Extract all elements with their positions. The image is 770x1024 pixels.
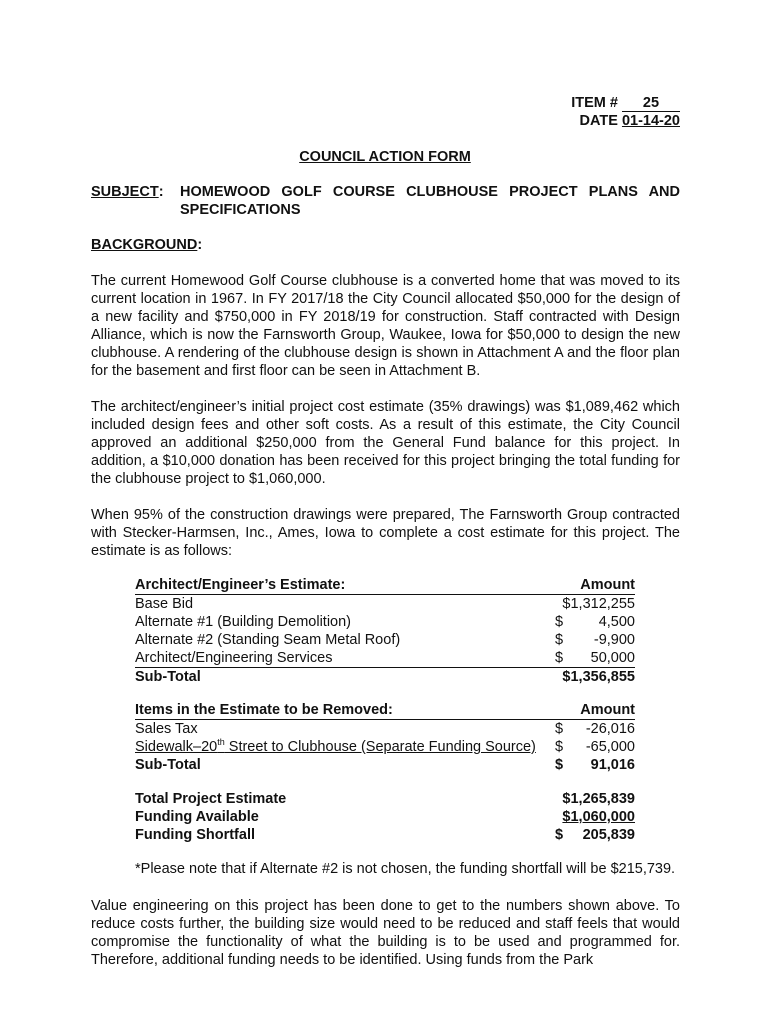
date-label: DATE [579, 113, 618, 129]
dollar-sign: $ [555, 650, 564, 666]
dollar-sign: $ [555, 739, 564, 755]
row-label: Base Bid [135, 596, 194, 612]
background-colon: : [197, 237, 203, 253]
item-label: ITEM # [571, 95, 618, 111]
sidewalk-label-post: Street to Clubhouse (Separate Funding Source) [224, 739, 536, 755]
shortfall-row [135, 826, 635, 844]
row-amount-cell [552, 720, 635, 739]
row-amount: -9,900 [593, 632, 635, 648]
row-label: Architect/Engineering Services [135, 649, 519, 668]
funding-label: Funding Available [135, 809, 259, 825]
estimate-table [135, 576, 635, 686]
dollar-sign: $ [555, 614, 564, 630]
shortfall-label: Funding Shortfall [135, 827, 256, 843]
total-amount: $1,265,839 [562, 791, 635, 807]
row-amount: 4,500 [598, 614, 635, 630]
row-label: Alternate #1 (Building Demolition) [135, 614, 351, 630]
background-heading-wrap [91, 236, 202, 254]
date-value: 01-14-20 [621, 113, 680, 129]
removed-table-header [135, 701, 635, 720]
subtotal-amount: 91,016 [590, 757, 635, 773]
row-amount: -26,016 [585, 721, 635, 737]
row-amount-cell [519, 649, 635, 668]
table-row [135, 595, 635, 614]
item-number-line [571, 94, 680, 112]
dollar-sign: $ [555, 632, 564, 648]
sidewalk-label-sup: th [217, 737, 225, 748]
row-amount: 50,000 [590, 650, 635, 666]
funding-amount: $1,060,000 [562, 809, 635, 825]
removed-items-table [135, 701, 635, 774]
subject-label: SUBJECT [91, 184, 159, 200]
subject-colon: : [158, 184, 164, 200]
table-row [135, 738, 635, 756]
row-label: Alternate #2 (Standing Seam Metal Roof) [135, 632, 401, 648]
dollar-sign: $ [555, 757, 564, 773]
row-amount-cell [519, 613, 635, 631]
subtotal-amount-cell [552, 756, 635, 774]
dollar-sign: $ [555, 827, 564, 843]
form-title: COUNCIL ACTION FORM [299, 149, 471, 165]
total-row [135, 790, 635, 808]
subject-text: HOMEWOOD GOLF COURSE CLUBHOUSE PROJECT PLANS AND SPECIFICATIONS [180, 184, 680, 218]
closing-paragraph: Value engineering on this project has been done to get to the numbers shown above. To reduce costs further, the building size would need to be reduced and staff feels that would compromise the functionality of what the building is to be used and programmed for. Therefore, additional funding needs to be identified. Using funds from the Park [91, 898, 680, 968]
estimate-header-label: Architect/Engineer’s Estimate: [135, 576, 519, 595]
background-paragraph-1: The current Homewood Golf Course clubhouse is a converted home that was moved to its current location in 1967. In FY 2017/18 the City Council allocated $50,000 for the design of a new facility and $750,000 in FY 2018/19 for construction. Staff contracted with Design Alliance, which is now the Farnsworth Group, Waukee, Iowa for $50,000 to design the new clubhouse. A rendering of the clubhouse design is shown in Attachment A and the floor plan for the basement and first floor can be seen in Attachment B. [91, 273, 680, 379]
sidewalk-label-pre: Sidewalk–20 [135, 739, 218, 755]
estimate-table-header [135, 576, 635, 595]
row-amount: -65,000 [585, 739, 635, 755]
dollar-sign: $ [555, 721, 564, 737]
row-amount-cell [552, 738, 635, 756]
table-row [135, 613, 635, 631]
subject-label-wrap [91, 183, 180, 219]
row-amount-cell [519, 631, 635, 649]
date-line [571, 112, 680, 130]
funding-amount-cell [462, 808, 635, 826]
shortfall-amount-cell [462, 826, 635, 844]
row-label [135, 738, 552, 756]
table-row [135, 720, 635, 739]
subtotal-row [135, 668, 635, 687]
subtotal-amount: $1,356,855 [562, 669, 635, 685]
estimate-amount-header: Amount [519, 576, 635, 595]
subtotal-row [135, 756, 635, 774]
row-amount: $1,312,255 [562, 596, 635, 612]
funding-row [135, 808, 635, 826]
totals-table [135, 790, 635, 844]
subtotal-label: Sub-Total [135, 669, 201, 685]
table-row [135, 631, 635, 649]
subtotal-label: Sub-Total [135, 757, 201, 773]
item-number: 25 [622, 95, 680, 112]
background-heading: BACKGROUND [91, 237, 198, 253]
alternate-note: *Please note that if Alternate #2 is not chosen, the funding shortfall will be $215,739. [135, 861, 676, 877]
total-label: Total Project Estimate [135, 791, 287, 807]
item-date-block [571, 94, 680, 130]
removed-header-label: Items in the Estimate to be Removed: [135, 701, 552, 720]
background-paragraph-2: The architect/engineer’s initial project cost estimate (35% drawings) was $1,089,462 which included design fees and other soft costs. As a result of this estimate, the City Council approved an additional $250,000 from the General Fund balance for this project. In addition, a $10,000 donation has been received for this project bringing the total funding for the clubhouse project to $1,060,000. [91, 399, 680, 487]
removed-amount-header: Amount [552, 701, 635, 720]
subject-block [91, 183, 680, 219]
background-paragraph-3: When 95% of the construction drawings were prepared, The Farnsworth Group contracted with Stecker-Harmsen, Inc., Ames, Iowa to complete a cost estimate for this project. The estimate is as follows: [91, 507, 680, 559]
shortfall-amount: 205,839 [582, 827, 635, 843]
table-row [135, 649, 635, 668]
row-label: Sales Tax [135, 721, 198, 737]
